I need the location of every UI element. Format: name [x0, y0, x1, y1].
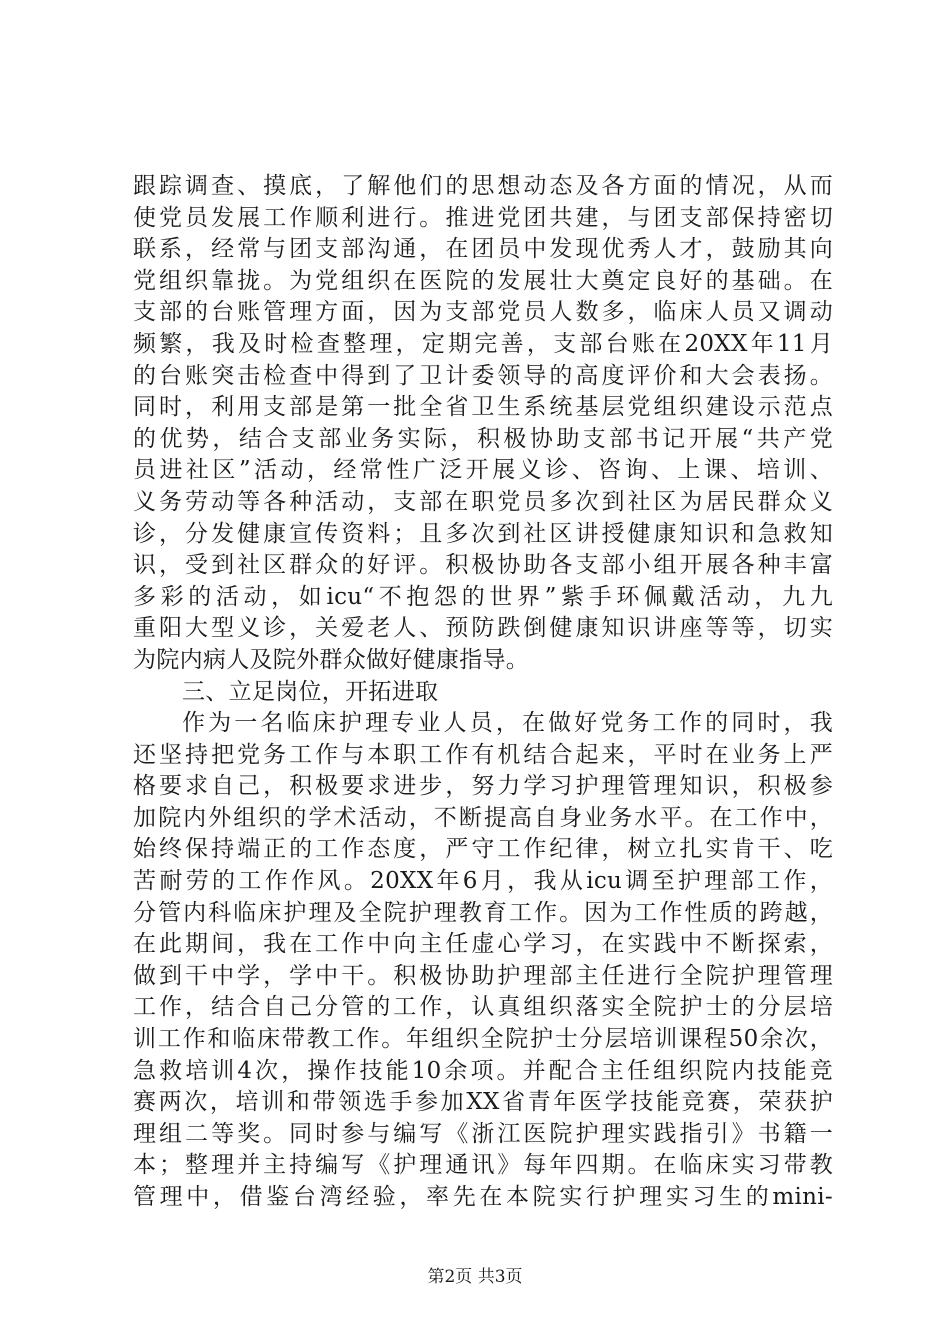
text-line: 工作，结合自己分管的工作，认真组织落实全院护士的分层培 — [133, 994, 833, 1021]
text-line: 员进社区”活动，经常性广泛开展义诊、咨询、上课、培训、 — [133, 457, 833, 484]
text-line: 跟踪调查、摸底，了解他们的思想动态及各方面的情况，从而 — [133, 173, 833, 199]
text-line: 同时，利用支部是第一批全省卫生系统基层党组织建设示范点 — [133, 394, 833, 421]
section-heading: 三、立足岗位，开拓进取 — [182, 678, 439, 705]
text-line: 使党员发展工作顺利进行。推进党团共建，与团支部保持密切 — [133, 204, 833, 231]
text-line: 识，受到社区群众的好评。积极协助各支部小组开展各种丰富 — [133, 552, 833, 579]
text-line: 理组二等奖。同时参与编写《浙江医院护理实践指引》书籍一 — [133, 1120, 833, 1147]
text-line: 管理中，借鉴台湾经验，率先在本院实行护理实习生的mini- — [133, 1184, 833, 1210]
text-line: 加院内外组织的学术活动，不断提高自身业务水平。在工作中， — [133, 804, 833, 831]
text-line: 联系，经常与团支部沟通，在团员中发现优秀人才，鼓励其向 — [133, 236, 833, 263]
paragraph-first-line: 作为一名临床护理专业人员，在做好党务工作的同时，我 — [182, 710, 833, 737]
text-line: 急救培训4次，操作技能10余项。并配合主任组织院内技能竞 — [133, 1057, 833, 1084]
text-line: 始终保持端正的工作态度，严守工作纪律，树立扎实肯干、吃 — [133, 836, 833, 863]
text-line: 本；整理并主持编写《护理通讯》每年四期。在临床实习带教 — [133, 1152, 833, 1179]
paragraph-last-line: 为院内病人及院外群众做好健康指导。 — [133, 646, 530, 673]
text-line: 赛两次，培训和带领选手参加XX省青年医学技能竞赛，荣获护 — [133, 1089, 833, 1116]
text-line: 党组织靠拢。为党组织在医院的发展壮大奠定良好的基础。在 — [133, 267, 833, 294]
text-line: 还坚持把党务工作与本职工作有机结合起来，平时在业务上严 — [133, 741, 833, 768]
text-line: 做到干中学，学中干。积极协助护理部主任进行全院护理管理 — [133, 962, 833, 989]
text-line: 诊，分发健康宣传资料；且多次到社区讲授健康知识和急救知 — [133, 520, 833, 547]
text-line: 多彩的活动，如icu“不抱怨的世界”紫手环佩戴活动，九九 — [133, 583, 833, 610]
text-line: 分管内科临床护理及全院护理教育工作。因为工作性质的跨越， — [133, 899, 833, 926]
text-line: 的优势，结合支部业务实际，积极协助支部书记开展“共产党 — [133, 425, 833, 452]
document-body — [133, 171, 833, 1214]
text-line: 的台账突击检查中得到了卫计委领导的高度评价和大会表扬。 — [133, 362, 833, 389]
text-line: 在此期间，我在工作中向主任虚心学习，在实践中不断探索， — [133, 931, 833, 958]
text-line: 苦耐劳的工作作风。20XX年6月，我从icu调至护理部工作， — [133, 868, 833, 895]
text-line: 义务劳动等各种活动，支部在职党员多次到社区为居民群众义 — [133, 488, 833, 515]
text-line: 格要求自己，积极要求进步，努力学习护理管理知识，积极参 — [133, 773, 833, 800]
text-line: 训工作和临床带教工作。年组织全院护士分层培训课程50余次， — [133, 1026, 833, 1053]
text-line: 重阳大型义诊，关爱老人、预防跌倒健康知识讲座等等，切实 — [133, 615, 833, 642]
text-line: 频繁，我及时检查整理，定期完善，支部台账在20XX年11月 — [133, 330, 833, 357]
page-number-footer: 第2页 共3页 — [427, 1267, 523, 1287]
text-line: 支部的台账管理方面，因为支部党员人数多，临床人员又调动 — [133, 299, 833, 326]
